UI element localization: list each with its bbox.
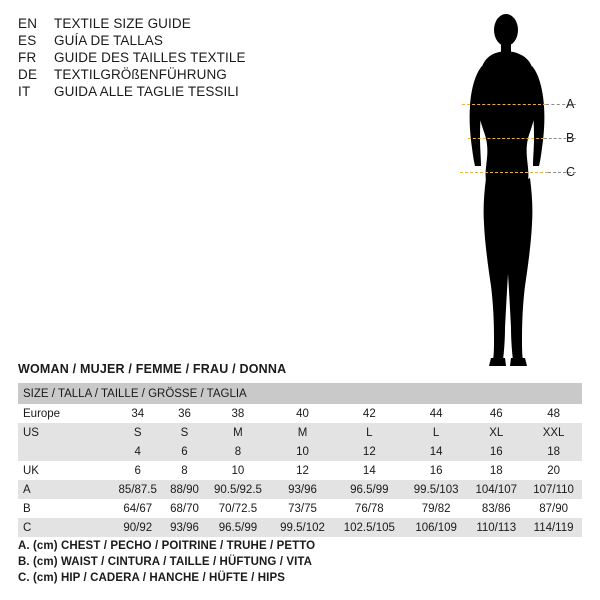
language-code: FR (18, 50, 37, 65)
cell: 4 (111, 442, 164, 461)
cell: 14 (334, 461, 405, 480)
row-label: B (18, 499, 111, 518)
cell: 38 (205, 404, 272, 423)
cell: 99.5/102 (271, 518, 333, 537)
measure-label-a: A (566, 97, 575, 111)
row-label: C (18, 518, 111, 537)
cell: 93/96 (271, 480, 333, 499)
cell: 106/109 (405, 518, 467, 537)
cell: 70/72.5 (205, 499, 272, 518)
table-row (18, 461, 582, 480)
waist-measure-line (468, 138, 544, 139)
section-title: WOMAN / MUJER / FEMME / FRAU / DONNA (18, 362, 287, 376)
language-title: GUIDE DES TAILLES TEXTILE (54, 50, 246, 65)
cell: 93/96 (164, 518, 204, 537)
language-code: EN (18, 16, 38, 31)
table-row (18, 442, 582, 461)
cell: 107/110 (525, 480, 582, 499)
cell: 6 (164, 442, 204, 461)
cell: 14 (405, 442, 467, 461)
table-row (18, 499, 582, 518)
cell: 76/78 (334, 499, 405, 518)
cell: 16 (405, 461, 467, 480)
row-label: Europe (18, 404, 111, 423)
cell: 96.5/99 (205, 518, 272, 537)
size-table (18, 383, 582, 537)
cell: 83/86 (467, 499, 525, 518)
cell: 42 (334, 404, 405, 423)
row-label: A (18, 480, 111, 499)
cell: 64/67 (111, 499, 164, 518)
hip-measure-line (460, 172, 548, 173)
cell: XXL (525, 423, 582, 442)
row-label: US (18, 423, 111, 442)
cell: 34 (111, 404, 164, 423)
cell: 87/90 (525, 499, 582, 518)
cell: M (271, 423, 333, 442)
cell: 6 (111, 461, 164, 480)
language-row (18, 33, 348, 48)
language-header-block (18, 16, 348, 101)
cell: 79/82 (405, 499, 467, 518)
cell: 18 (467, 461, 525, 480)
table-row (18, 480, 582, 499)
table-row (18, 404, 582, 423)
cell: 73/75 (271, 499, 333, 518)
table-header-label: SIZE / TALLA / TAILLE / GRÖSSE / TAGLIA (18, 383, 582, 404)
cell: 8 (164, 461, 204, 480)
cell: 12 (271, 461, 333, 480)
cell: 114/119 (525, 518, 582, 537)
language-code: IT (18, 84, 31, 99)
cell: M (205, 423, 272, 442)
cell: 90/92 (111, 518, 164, 537)
language-title: GUIDA ALLE TAGLIE TESSILI (54, 84, 239, 99)
language-code: ES (18, 33, 37, 48)
language-row (18, 67, 348, 82)
cell: 88/90 (164, 480, 204, 499)
cell: 36 (164, 404, 204, 423)
table-row (18, 518, 582, 537)
cell: 12 (334, 442, 405, 461)
cell: L (405, 423, 467, 442)
cell: 48 (525, 404, 582, 423)
cell: 10 (271, 442, 333, 461)
measure-label-c: C (566, 165, 576, 179)
measurement-legend (18, 540, 578, 588)
cell: 110/113 (467, 518, 525, 537)
row-label (18, 442, 111, 461)
cell: 68/70 (164, 499, 204, 518)
cell: 96.5/99 (334, 480, 405, 499)
cell: S (111, 423, 164, 442)
cell: 102.5/105 (334, 518, 405, 537)
chest-measure-line (462, 104, 546, 105)
cell: 44 (405, 404, 467, 423)
table-header-row (18, 383, 582, 404)
language-row (18, 16, 348, 31)
table-row (18, 423, 582, 442)
cell: 104/107 (467, 480, 525, 499)
cell: 10 (205, 461, 272, 480)
cell: 18 (525, 442, 582, 461)
language-code: DE (18, 67, 38, 82)
body-silhouette-icon (430, 8, 590, 368)
language-title: TEXTILE SIZE GUIDE (54, 16, 191, 31)
cell: 8 (205, 442, 272, 461)
female-body-figure (430, 8, 590, 368)
cell: XL (467, 423, 525, 442)
legend-line-a: A. (cm) CHEST / PECHO / POITRINE / TRUHE / PETTO (18, 540, 316, 552)
legend-line-b: B. (cm) WAIST / CINTURA / TAILLE / HÜFTUNG / VITA (18, 556, 313, 568)
cell: L (334, 423, 405, 442)
language-title: GUÍA DE TALLAS (54, 33, 163, 48)
cell: 85/87.5 (111, 480, 164, 499)
row-label: UK (18, 461, 111, 480)
cell: S (164, 423, 204, 442)
cell: 40 (271, 404, 333, 423)
cell: 99.5/103 (405, 480, 467, 499)
cell: 20 (525, 461, 582, 480)
language-row (18, 50, 348, 65)
cell: 90.5/92.5 (205, 480, 272, 499)
legend-line-c: C. (cm) HIP / CADERA / HANCHE / HÜFTE / HIPS (18, 572, 286, 584)
language-title: TEXTILGRÖßENFÜHRUNG (54, 67, 227, 82)
measure-label-b: B (566, 131, 575, 145)
language-row (18, 84, 348, 99)
cell: 46 (467, 404, 525, 423)
cell: 16 (467, 442, 525, 461)
